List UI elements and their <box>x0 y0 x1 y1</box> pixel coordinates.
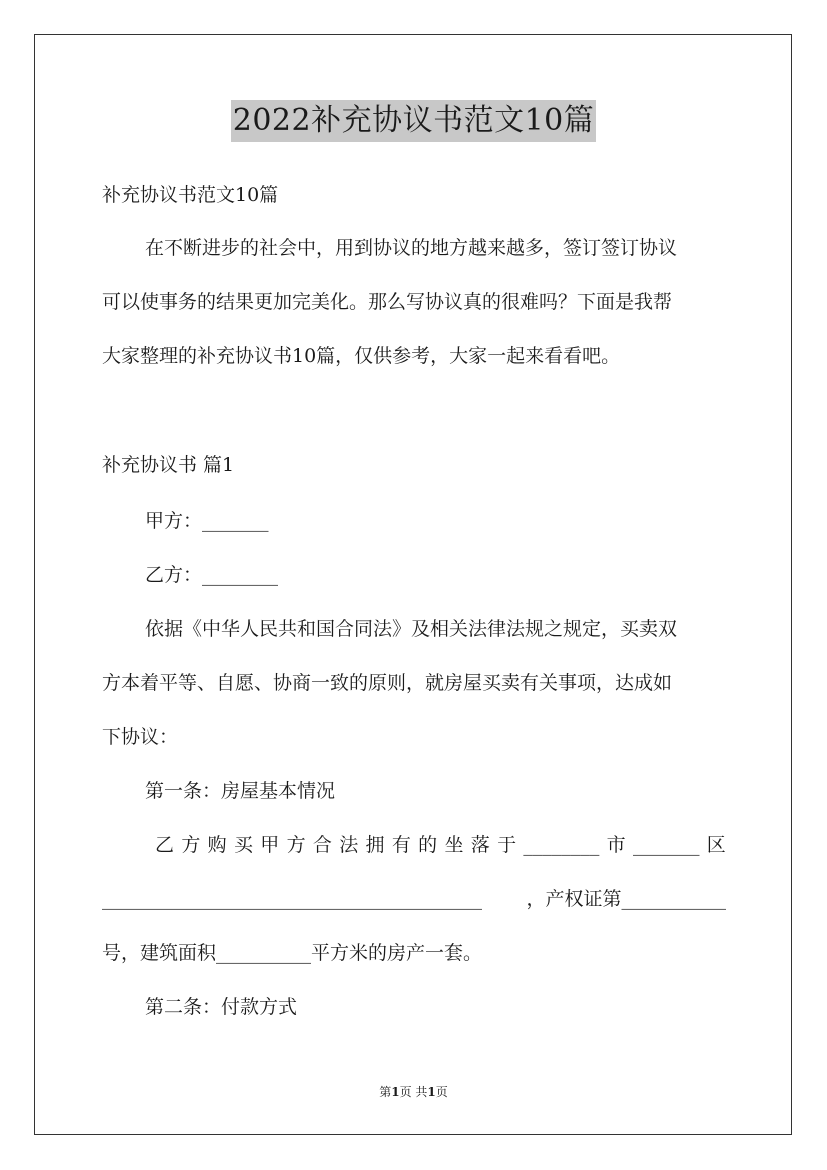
footer-page-total: 1 <box>427 1085 436 1099</box>
article1-line-1-segment: 于 <box>497 834 517 856</box>
page-footer <box>0 1084 827 1100</box>
article2-heading: 第二条：付款方式 <box>145 996 298 1018</box>
footer-page-prefix: 第 <box>379 1085 392 1099</box>
document-title: 2022补充协议书范文10篇 <box>231 100 597 142</box>
intro-line-3: 大家整理的补充协议书10篇，仅供参考，大家一起来看看吧。 <box>102 345 621 367</box>
article1-line-2-segment: ，产权证第___________ <box>526 888 726 910</box>
article1-line-1-segment: 方 <box>286 834 306 856</box>
article1-line-1 <box>155 833 726 857</box>
article1-line-1-segment: _______ <box>632 834 700 856</box>
party-a-line: 甲方：_______ <box>145 510 269 532</box>
title-wrap <box>0 100 827 142</box>
article1-line-1-segment: 乙 <box>155 834 175 856</box>
article1-line-1-segment: 有 <box>391 834 411 856</box>
footer-page-suffix: 页 <box>435 1085 448 1099</box>
footer-page-mid: 页 共 <box>399 1085 428 1099</box>
article1-heading: 第一条：房屋基本情况 <box>145 780 336 802</box>
article1-line-1-segment: 购 <box>207 834 227 856</box>
article1-line-2-segment: ________________________________________ <box>102 888 482 910</box>
article1-line-2 <box>102 887 726 911</box>
party-b-line: 乙方：________ <box>145 564 279 586</box>
article1-line-1-segment: 合 <box>312 834 332 856</box>
article1-line-1-segment: 市 <box>606 834 626 856</box>
basis-line-3: 下协议： <box>102 726 179 748</box>
intro-line-1: 在不断进步的社会中，用到协议的地方越来越多，签订签订协议 <box>145 237 678 259</box>
article1-line-1-segment: 方 <box>181 834 201 856</box>
article1-line-1-segment: 的 <box>418 834 438 856</box>
article1-line-1-segment: 甲 <box>260 834 280 856</box>
article1-line-1-segment: 坐 <box>444 834 464 856</box>
basis-line-1: 依据《中华人民共和国合同法》及相关法律法规之规定，买卖双 <box>145 618 678 640</box>
article1-line-1-segment: 法 <box>339 834 359 856</box>
article1-line-1-segment: ________ <box>523 834 600 856</box>
document-subtitle: 补充协议书范文10篇 <box>102 184 279 206</box>
footer-page-current: 1 <box>391 1085 400 1099</box>
basis-line-2: 方本着平等、自愿、协商一致的原则，就房屋买卖有关事项，达成如 <box>102 672 673 694</box>
article1-line-1-segment: 区 <box>706 834 726 856</box>
article1-line-1-segment: 买 <box>233 834 253 856</box>
section-heading: 补充协议书 篇1 <box>102 454 235 476</box>
article1-line-1-segment: 拥 <box>365 834 385 856</box>
article1-line-1-segment: 落 <box>470 834 490 856</box>
article1-line-3: 号，建筑面积__________平方米的房产一套。 <box>102 942 483 964</box>
intro-line-2: 可以使事务的结果更加完美化。那么写协议真的很难吗？下面是我帮 <box>102 291 673 313</box>
